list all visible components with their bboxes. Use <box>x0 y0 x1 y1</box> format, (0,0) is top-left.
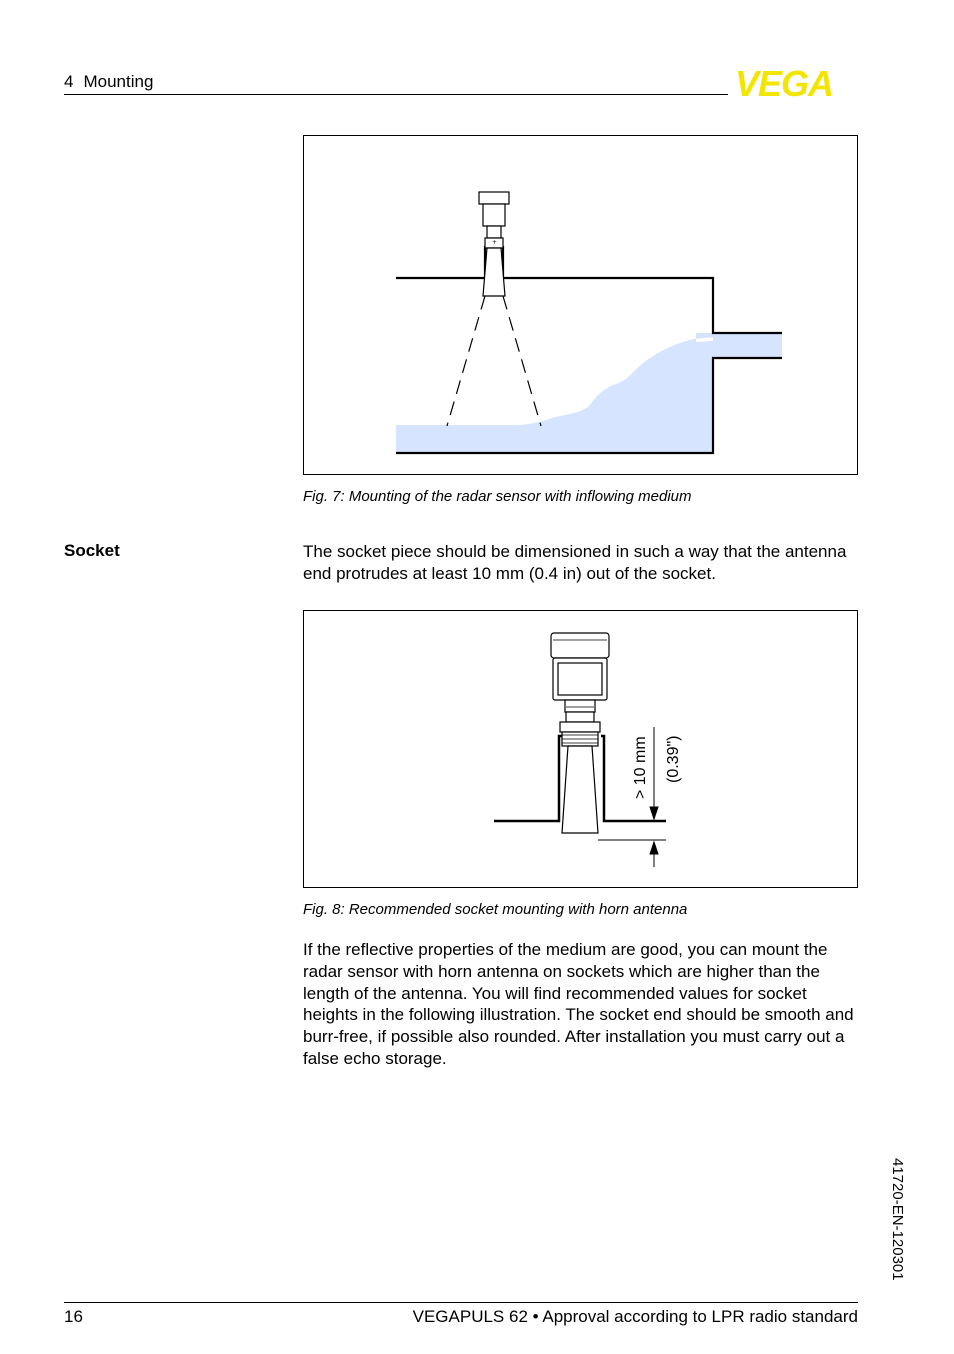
section-label-socket: Socket <box>64 541 120 560</box>
chapter-heading <box>64 72 153 92</box>
page-number: 16 <box>64 1307 83 1326</box>
chapter-number: 4 <box>64 72 74 91</box>
figure-7-inflowing-medium <box>303 135 858 475</box>
svg-text:+: + <box>492 239 498 246</box>
inlet-flow <box>713 333 782 358</box>
liquid-surface <box>396 425 713 453</box>
dimension-label-inch: (0.39") <box>665 735 682 783</box>
radar-beam <box>447 296 541 426</box>
figure-8-drawing <box>304 611 857 887</box>
document-number: 41720-EN-120301 <box>889 1158 906 1281</box>
footer-rule <box>64 1302 858 1303</box>
vega-logo <box>735 66 859 100</box>
svg-text:VEGA: VEGA <box>735 66 834 100</box>
figure-7-caption: Fig. 7: Mounting of the radar sensor with inflowing medium <box>303 488 692 505</box>
figure-8-caption: Fig. 8: Recommended socket mounting with horn antenna <box>303 901 688 918</box>
header-rule <box>64 94 728 95</box>
socket-height-paragraph: If the reflective properties of the medium are good, you can mount the radar sensor with horn antenna on sockets which are higher than the length of the antenna. You will find recommended values for socket heights in the following illustration. The socket end should be smooth and burr-free, if possible also rounded. After installation you must carry out a false echo storage. <box>303 940 854 1068</box>
figure-8-socket-mounting <box>303 610 858 888</box>
dimension-label-mm: > 10 mm <box>632 736 649 799</box>
vessel-top <box>396 246 782 333</box>
chapter-title: Mounting <box>83 72 154 91</box>
socket-paragraph: The socket piece should be dimensioned in such a way that the antenna end protrudes at least 10 mm (0.4 in) out of the socket. <box>303 542 847 583</box>
footer-title: VEGAPULS 62 • Approval according to LPR radio standard <box>412 1307 858 1326</box>
figure-7-drawing <box>304 136 857 474</box>
